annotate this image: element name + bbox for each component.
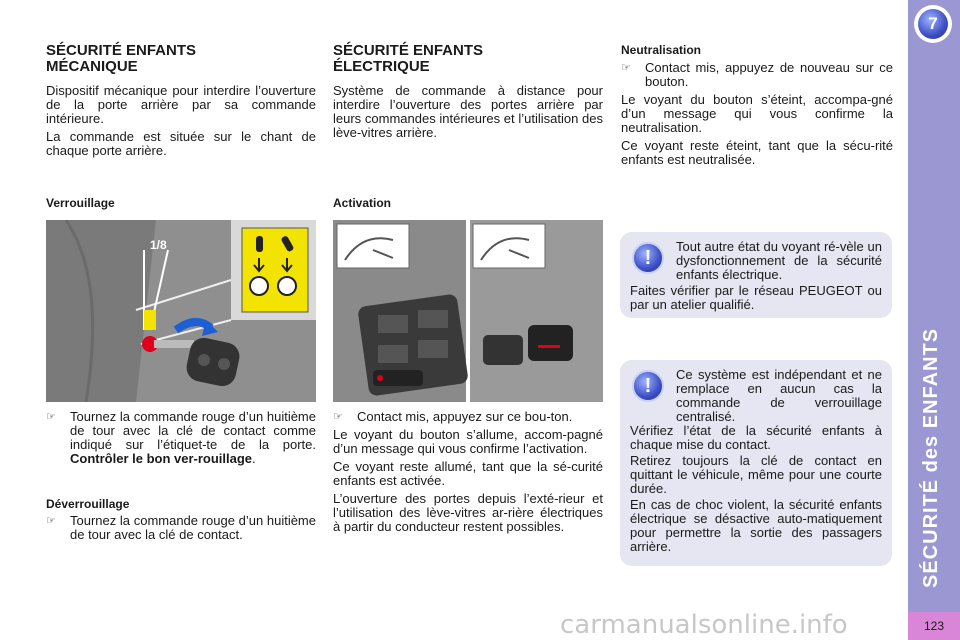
lock-instruction-end: . [252,451,256,466]
activation-note-text: L’ouverture des portes depuis l’exté-rieur et l’utilisation des lève-vitres ar-rière électriques à partir du conducteur restent possibles. [333,491,603,534]
electric-title-line2: ÉLECTRIQUE [333,58,430,75]
crash-release-text: En cas de choc violent, la sécurité enfants électrique se désactive auto-matiquement pour permettre la sortie des passagers arrière. [630,497,882,554]
malfunction-text: Tout autre état du voyant ré-vèle un dysfonctionnement de la sécurité enfants électrique. [676,239,882,282]
neutralisation-instruction [621,61,893,89]
figure-scale-label: 1/8 [150,238,167,252]
chapter-badge [914,5,952,43]
electric-intro: Système de commande à distance pour interdire l’ouverture des portes arrière par leurs commandes intérieures et l’utilisation des lève-vitres arrière. [333,83,603,140]
activation-instruction-text: Contact mis, appuyez sur ce bou-ton. [357,409,573,424]
mechanical-title-line2: MÉCANIQUE [46,58,138,75]
warning-box-malfunction [620,232,892,318]
dealer-check-text: Faites vérifier par le réseau PEUGEOT ou par un atelier qualifié. [630,283,882,312]
bullet-icon: ☞ [333,411,343,423]
neutralisation-instruction-text: Contact mis, appuyez de nouveau sur ce bouton. [645,60,893,89]
control-panel-figure [333,220,603,402]
warning-icon: ! [632,370,664,402]
bullet-icon: ☞ [46,515,56,527]
bullet-icon: ☞ [46,411,56,423]
warning-box-independence [620,360,892,566]
activation-status-text: Ce voyant reste allumé, tant que la sé-curité enfants est activée. [333,459,603,488]
neutralisation-status-text: Ce voyant reste éteint, tant que la sécu-rité enfants est neutralisée. [621,138,893,167]
door-lock-figure [46,220,316,402]
independence-text: Ce système est indépendant et ne remplace en aucun cas la commande de verrouillage centralisé. [676,367,882,424]
mechanical-title-line1: SÉCURITÉ ENFANTS [46,42,197,59]
neutralisation-light-text: Le voyant du bouton s’éteint, accompa-gné d’un message qui vous confirme la neutralisation. [621,92,893,135]
unlock-heading: Déverrouillage [46,497,130,511]
neutralisation-heading: Neutralisation [621,43,702,57]
activation-instruction [333,410,603,424]
section-title: SÉCURITÉ des ENFANTS [920,327,942,588]
check-state-text: Vérifiez l’état de la sécurité enfants à chaque mise du contact. [630,423,882,452]
watermark: carmanualsonline.info [560,610,848,640]
page-number: 123 [908,612,960,640]
bullet-icon: ☞ [621,62,631,74]
remove-key-text: Retirez toujours la clé de contact en quittant le véhicule, même pour une courte durée. [630,453,882,496]
chapter-number: 7 [918,9,948,39]
lock-instruction-text: Tournez la commande rouge d’un huitième de tour avec la clé de contact comme indiqué sur l’étiquet-te de la porte. [70,409,316,452]
lock-instruction [46,410,316,466]
chapter-sidebar [908,0,960,640]
mechanical-intro: Dispositif mécanique pour interdire l’ouverture de la porte arrière par sa commande intérieure. [46,83,316,126]
mechanical-location: La commande est située sur le chant de chaque porte arrière. [46,129,316,158]
unlock-instruction [46,514,316,542]
warning-icon: ! [632,242,664,274]
activation-heading: Activation [333,196,392,210]
electric-title-line1: SÉCURITÉ ENFANTS [333,42,484,59]
unlock-instruction-text: Tournez la commande rouge d’un huitième de tour avec la clé de contact. [70,513,316,542]
activation-light-text: Le voyant du bouton s’allume, accom-pagné d’un message qui vous confirme l’activation. [333,427,603,456]
lock-check-text: Contrôler le bon ver-rouillage [70,451,253,466]
lock-heading: Verrouillage [46,196,115,210]
